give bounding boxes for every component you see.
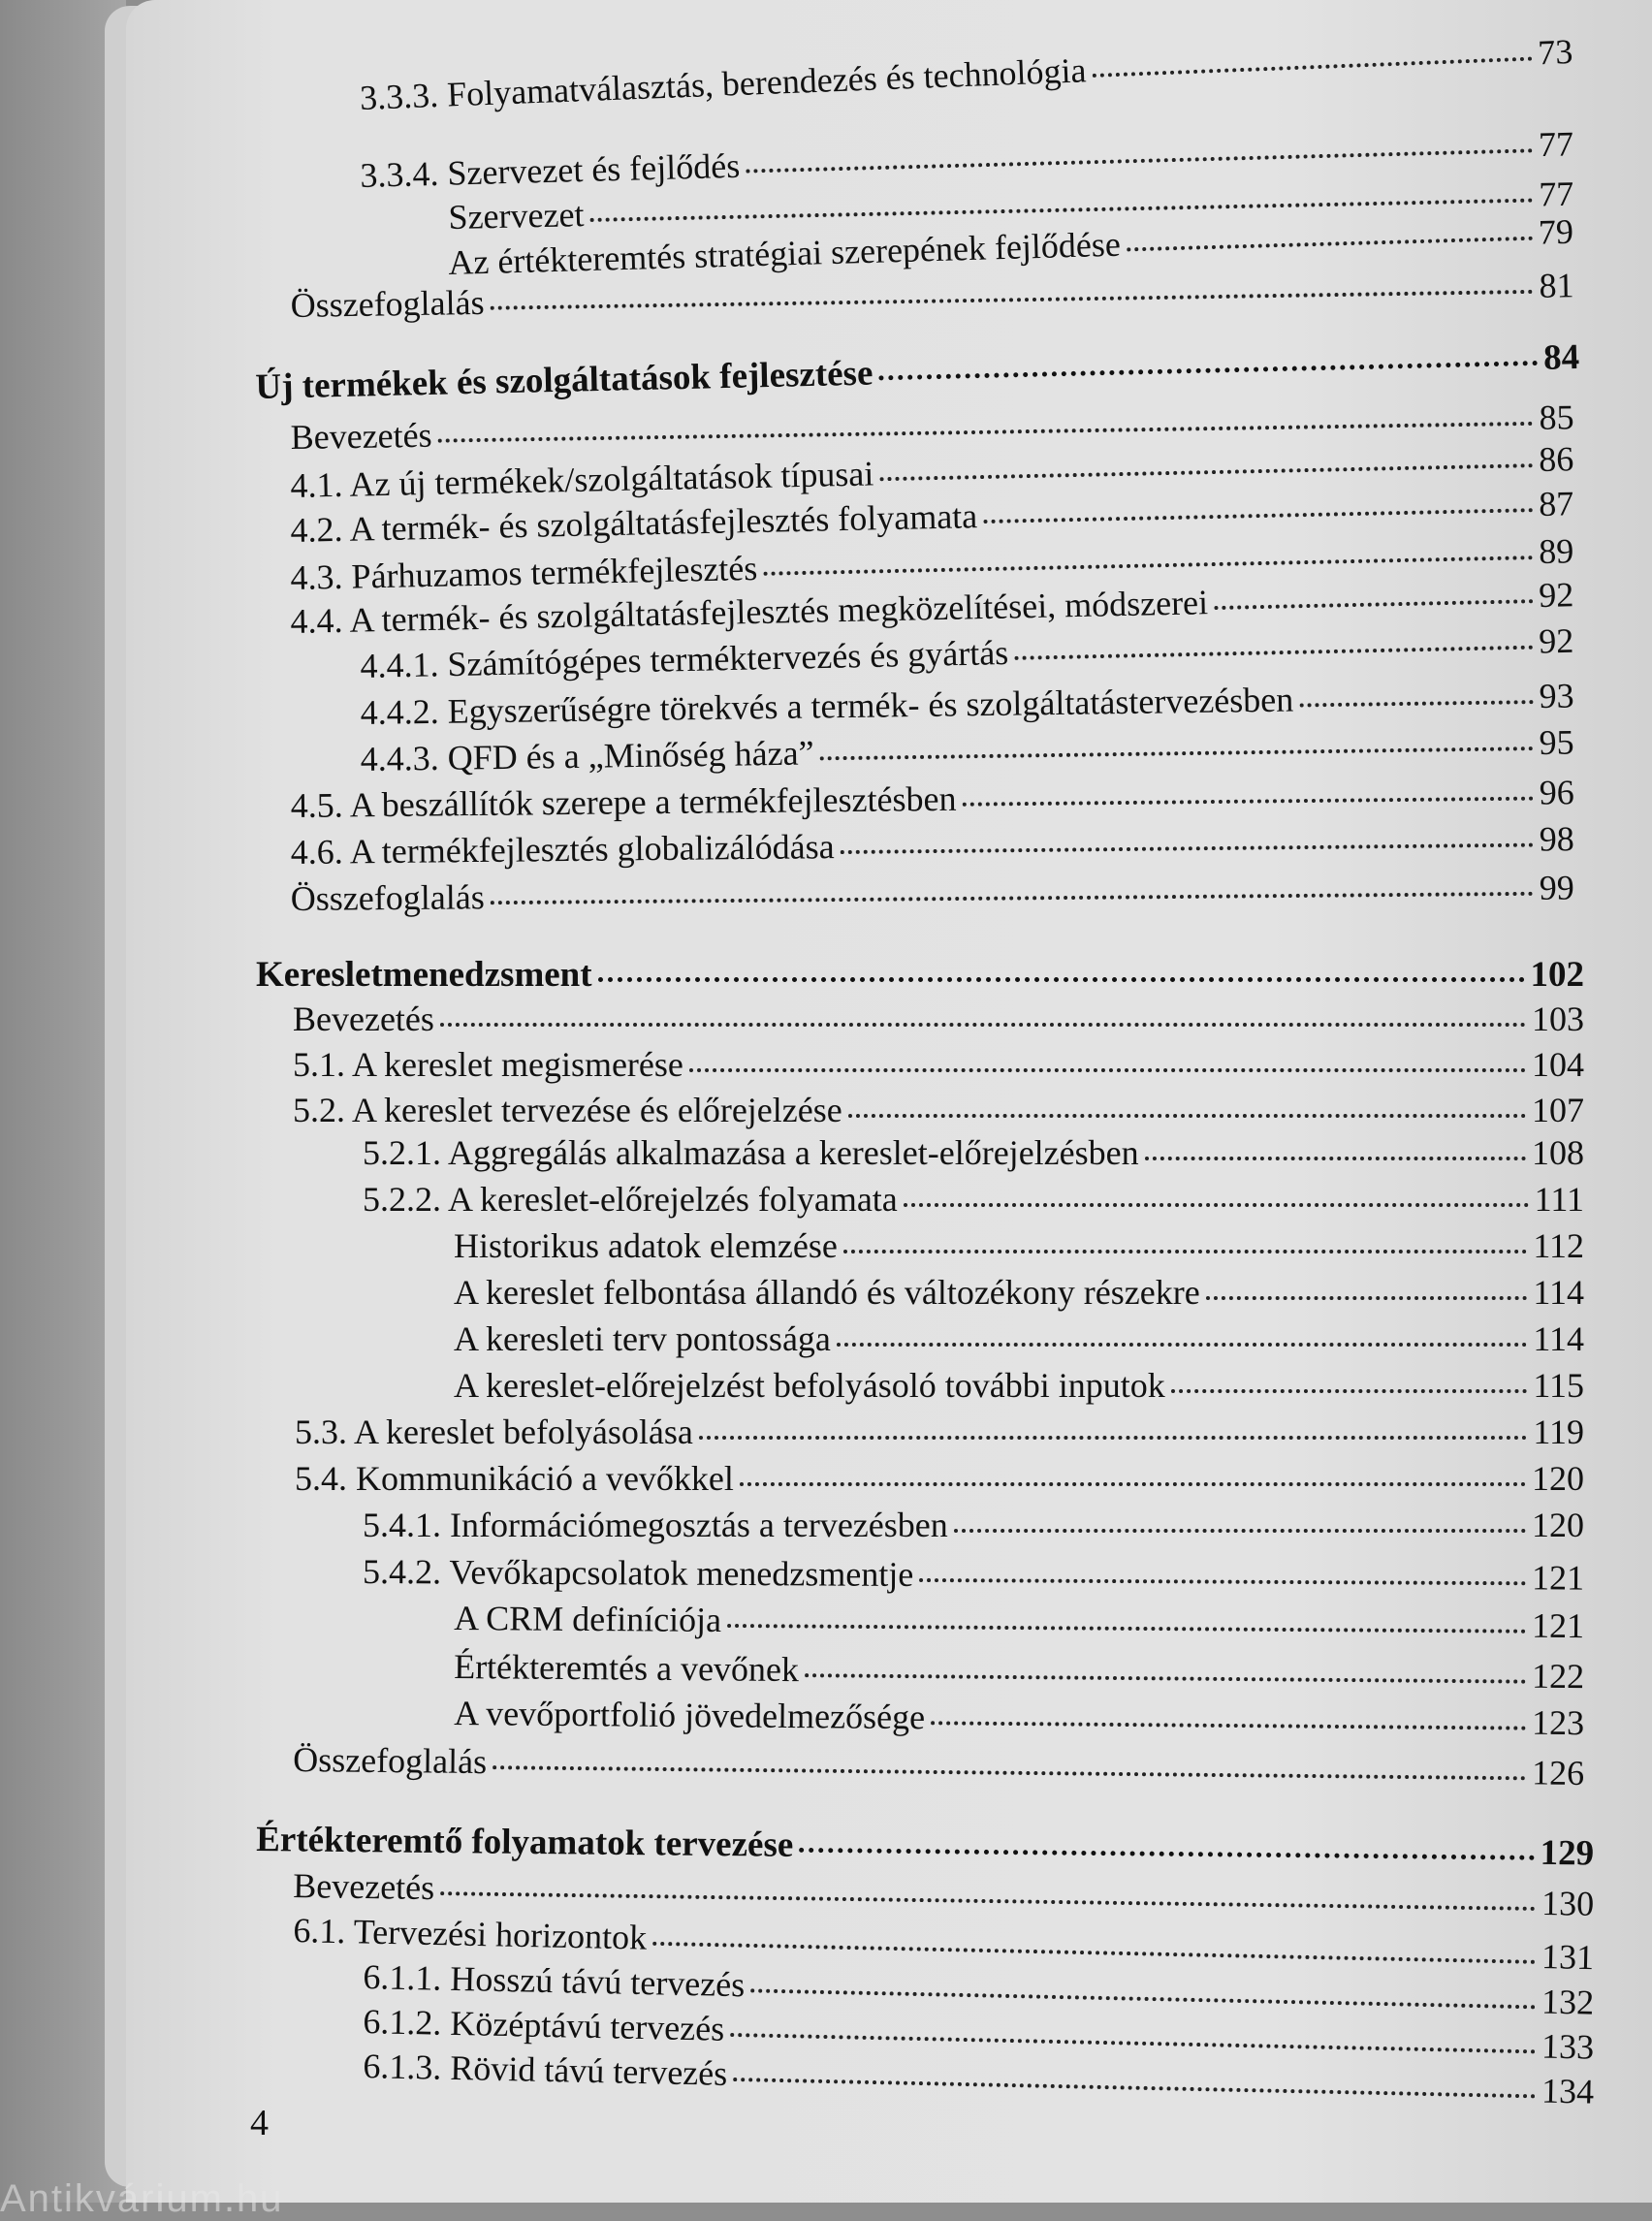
toc-entry-page: 77 [1538,124,1574,165]
toc-entry-page: 92 [1538,575,1574,616]
toc-entry-title: Szervezet [448,195,585,238]
toc-entry-title: 5.1. A kereslet megismerése [293,1045,683,1084]
toc-entry-title: 5.2.2. A kereslet-előrejelzés folyamata [363,1180,898,1219]
toc-entry-page: 111 [1534,1180,1584,1219]
toc-leader-dots [1093,57,1533,78]
toc-entry-page: 81 [1539,266,1574,305]
toc-chapter-page: 84 [1542,337,1580,378]
toc-entry-title: 4.5. A beszállítók szerepe a termékfejlesztésben [290,778,957,826]
toc-entry-title: 6.1. Tervezési horizontok [293,1911,648,1957]
toc-leader-dots [904,1203,1529,1207]
toc-entry-title: 6.1.2. Középtávú tervezés [363,2002,725,2048]
toc-entry[interactable] [293,1044,1584,1085]
toc-entry-page: 93 [1539,676,1574,716]
toc-entry-title: 5.2.1. Aggregálás alkalmazása a kereslet-előrejelzésben [363,1133,1139,1172]
toc-entry-page: 96 [1539,773,1574,812]
toc-leader-dots [820,746,1534,760]
page-number: 4 [250,2103,269,2143]
toc-entry-page: 92 [1538,620,1574,661]
toc-entry-title: 4.4.3. QFD és a „Minőség háza” [360,733,814,779]
toc-entry-title: A kereslet-előrejelzést befolyásoló további inputok [454,1366,1165,1405]
toc-leader-dots [1214,599,1533,610]
toc-entry-title: 4.4.1. Számítógépes terméktervezés és gyártás [360,633,1009,686]
toc-leader-dots [843,1250,1527,1253]
toc-leader-dots [983,508,1533,524]
toc-entry-page: 95 [1539,722,1574,763]
toc-entry-title: 4.2. A termék- és szolgáltatásfejlesztés folyamata [290,496,978,551]
watermark: Antikvárium.hu [0,2177,284,2220]
toc-entry-page: 130 [1541,1883,1595,1923]
toc-leader-dots [1145,1157,1526,1160]
toc-entry[interactable] [454,1598,1584,1646]
toc-entry-title: 5.4.1. Információmegosztás a tervezésben [363,1506,948,1544]
toc-leader-dots [699,1436,1527,1440]
toc-leader-dots [919,1578,1526,1585]
toc-entry-page: 120 [1532,1506,1584,1544]
toc-entry-page: 85 [1539,397,1574,437]
toc-leader-dots [879,463,1533,481]
toc-entry[interactable] [295,1412,1584,1452]
toc-entry[interactable] [293,999,1584,1039]
toc-entry-page: 108 [1532,1133,1584,1172]
toc-entry-title: 5.4.2. Vevőkapcsolatok menedzsmentje [363,1552,914,1594]
toc-entry-title: Összefoglalás [290,877,485,919]
toc-entry-title: Historikus adatok elemzése [454,1226,838,1265]
toc-entry-page: 115 [1533,1366,1584,1405]
toc-chapter[interactable] [255,336,1580,408]
toc-leader-dots [805,1673,1526,1683]
toc-entry-title: 6.1.1. Hosszú távú tervezés [363,1957,746,2005]
toc-entry[interactable] [295,1458,1584,1499]
toc-entry-title: Összefoglalás [293,1740,488,1782]
toc-entry[interactable] [454,1693,1584,1743]
toc-leader-dots [652,1942,1536,1964]
toc-leader-dots [963,797,1534,807]
toc-leader-dots [1127,237,1533,252]
toc-entry-page: 99 [1539,868,1574,907]
toc-entry-title: 5.3. A kereslet befolyásolása [295,1412,693,1451]
toc-entry-page: 134 [1541,2071,1595,2111]
toc-entry-page: 73 [1537,31,1574,73]
toc-entry-title: A kereslet felbontása állandó és változékony részekre [454,1273,1200,1312]
toc-chapter[interactable] [256,954,1584,996]
toc-entry-title: 6.1.3. Rövid távú tervezés [363,2046,728,2093]
toc-entry-page: 131 [1541,1936,1595,1978]
toc-entry-title: 4.4. A termék- és szolgáltatásfejlesztés megközelítései, módszerei [290,583,1209,642]
toc-leader-dots [491,892,1534,904]
toc-leader-dots [492,1765,1526,1780]
toc-entry[interactable] [293,1090,1584,1130]
toc-entry-title: A keresleti terv pontossága [454,1319,831,1358]
toc-leader-dots [727,1624,1526,1634]
toc-entry-page: 122 [1531,1656,1585,1697]
toc-leader-dots [746,148,1533,173]
toc-leader-dots [438,422,1534,443]
toc-entry-title: 3.3.3. Folyamatválasztás, berendezés és technológia [359,50,1088,118]
toc-entry-title: A CRM definíciója [454,1599,722,1639]
toc-chapter[interactable] [256,1819,1594,1874]
toc-leader-dots [763,555,1533,576]
toc-leader-dots [730,2033,1536,2053]
toc-chapter-title: Új termékek és szolgáltatások fejlesztése [255,353,874,408]
toc-entry-title: 4.6. A termékfejlesztés globalizálódása [290,827,835,873]
toc-entry[interactable] [454,1272,1584,1313]
toc-entry-page: 112 [1533,1226,1584,1265]
toc-entry-title: 3.3.4. Szervezet és fejlődés [359,145,741,196]
toc-entry-title: 4.1. Az új termékek/szolgáltatások típusai [290,454,874,506]
toc-leader-dots [799,1848,1534,1860]
toc-entry-page: 87 [1538,484,1574,524]
toc-entry-title: Bevezetés [293,1866,435,1908]
toc-entry-title: Bevezetés [293,999,434,1038]
toc-entry-page: 79 [1538,211,1574,252]
toc-leader-dots [750,1988,1536,2009]
toc-chapter-title: Értékteremtő folyamatok tervezése [256,1820,794,1865]
toc-leader-dots [1206,1296,1528,1300]
toc-leader-dots [878,361,1538,380]
toc-entry-page: 123 [1531,1702,1585,1743]
toc-entry-page: 121 [1531,1605,1585,1646]
toc-entry-page: 86 [1538,439,1574,480]
toc-entry-page: 89 [1538,531,1574,572]
toc-chapter-page: 102 [1530,955,1584,995]
toc-entry-title: 5.4. Kommunikáció a vevőkkel [295,1459,734,1498]
toc-entry[interactable] [454,1225,1584,1266]
toc-entry[interactable] [363,1551,1584,1599]
toc-entry[interactable] [291,818,1574,873]
toc-leader-dots [598,977,1525,982]
toc-chapter-title: Keresletmenedzsment [256,955,592,995]
toc-entry[interactable] [291,867,1574,919]
toc-entry-title: A vevőportfolió jövedelmezősége [454,1694,926,1737]
toc-entry-page: 103 [1532,999,1584,1038]
toc-entry[interactable] [454,1318,1584,1359]
toc-leader-dots [954,1529,1526,1533]
toc-entry[interactable] [363,1505,1584,1545]
toc-leader-dots [837,1343,1527,1347]
toc-entry-page: 126 [1531,1753,1585,1793]
toc-leader-dots [440,1891,1536,1911]
toc-leader-dots [491,290,1534,310]
toc-entry-page: 98 [1539,819,1574,859]
toc-entry-page: 107 [1532,1091,1584,1129]
toc-chapter-page: 129 [1540,1832,1595,1874]
toc-entry-title: 4.3. Párhuzamos termékfejlesztés [290,548,758,598]
toc-leader-dots [440,1023,1526,1027]
toc-entry-page: 114 [1533,1319,1584,1358]
toc-leader-dots [689,1068,1526,1072]
toc-entry-page: 132 [1541,1982,1595,2022]
toc-entry-title: Az értékteremtés stratégiai szerepének fejlődése [447,224,1122,283]
toc-entry-title: 4.4.2. Egyszerűségre törekvés a termék- és szolgáltatástervezésben [360,680,1294,733]
toc-entry-page: 121 [1531,1558,1585,1598]
toc-leader-dots [1171,1389,1528,1393]
toc-entry-page: 119 [1533,1412,1584,1451]
toc-leader-dots [740,1482,1526,1486]
toc-leader-dots [931,1721,1526,1729]
toc-entry-title: Értékteremtés a vevőnek [454,1647,800,1690]
toc-entry-title: Összefoglalás [290,282,485,326]
toc-entry-title: Bevezetés [290,415,432,458]
toc-entry[interactable] [293,1739,1584,1793]
toc-entry[interactable] [363,1132,1584,1173]
toc-leader-dots [848,1114,1526,1118]
toc-entry[interactable] [291,772,1574,826]
toc-entry-page: 77 [1538,174,1574,214]
toc-entry-page: 114 [1533,1273,1584,1312]
toc-entry-title: 5.2. A kereslet tervezése és előrejelzése [293,1091,842,1129]
toc-leader-dots [1299,700,1533,707]
toc-entry-page: 133 [1541,2026,1595,2067]
toc-entry[interactable] [363,1179,1584,1220]
toc-leader-dots [1014,646,1533,660]
toc-entry-page: 104 [1532,1045,1584,1084]
toc-entry-page: 120 [1532,1459,1584,1498]
toc-leader-dots [841,843,1534,854]
toc-entry[interactable] [359,31,1573,118]
toc-entry[interactable] [454,1646,1584,1697]
toc-leader-dots [733,2078,1536,2098]
toc-entry[interactable] [360,722,1573,779]
toc-entry[interactable] [454,1365,1584,1406]
